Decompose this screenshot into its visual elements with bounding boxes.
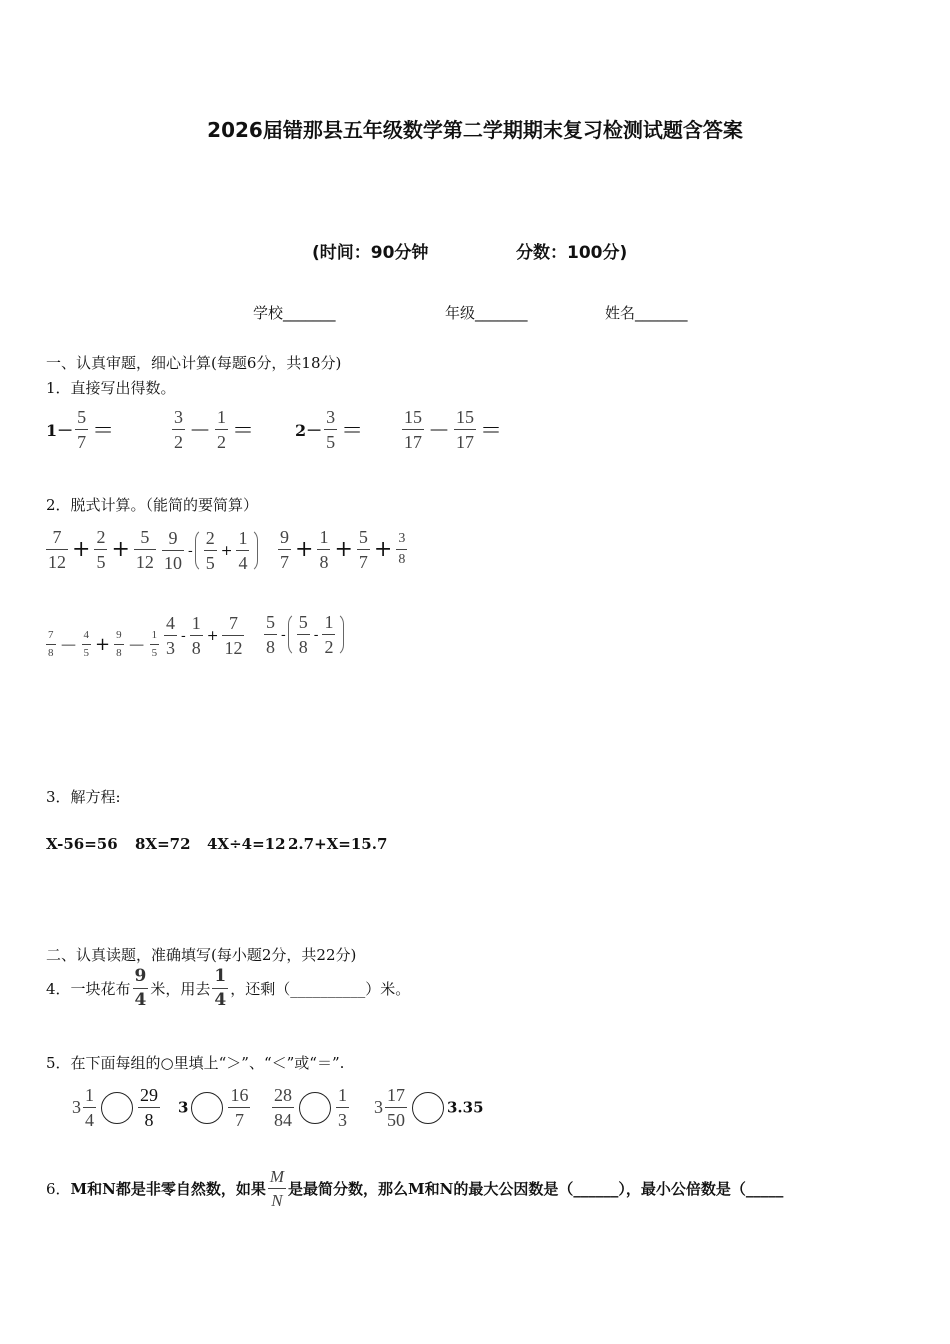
fraction: $\frac{9}{8}$ xyxy=(116,629,122,659)
fraction: $\frac{1}{4}$ xyxy=(85,1085,94,1130)
fraction: $\frac{3}{8}$ xyxy=(398,531,406,567)
compare-circle[interactable] xyxy=(101,1092,133,1124)
minus-sign: - xyxy=(281,626,286,643)
q1-item-1-prefix: 1－ xyxy=(46,421,74,440)
q1-item-4 xyxy=(400,408,504,451)
minus-sign: － xyxy=(428,419,451,444)
grade-field: 年级_______ xyxy=(445,304,528,322)
exam-time: (时间：90分钟 xyxy=(312,243,429,263)
q1-label: 1．直接写出得数。 xyxy=(46,379,176,397)
fraction: $\frac{17}{50}$ xyxy=(387,1085,405,1130)
q1-item-3-prefix: 2－ xyxy=(295,421,323,440)
q3-equation-3: 4X÷4=12 xyxy=(207,835,286,853)
q3-equation-4: 2.7+X=15.7 xyxy=(288,835,388,853)
section2-heading: 二、认真读题，准确填写(每小题2分，共22分) xyxy=(46,946,357,964)
fraction: $\frac{2}{5}$ xyxy=(205,528,215,573)
q5-g2-left: 3 xyxy=(178,1098,189,1117)
plus-sign: + xyxy=(334,537,353,562)
fraction: $\frac{7}{8}$ xyxy=(48,629,54,659)
fraction: $\frac{4}{3}$ xyxy=(166,613,175,658)
fraction: $\frac{1}{4}$ xyxy=(214,966,227,1010)
minus-sign: - xyxy=(181,627,186,644)
fraction: $\frac{1}{2}$ xyxy=(324,612,334,657)
plus-sign: + xyxy=(295,537,314,562)
parenthesis-group xyxy=(288,612,345,657)
fraction: $\frac{16}{7}$ xyxy=(230,1085,249,1130)
school-field: 学校_______ xyxy=(253,304,336,322)
q4-text xyxy=(46,968,410,1009)
equals-sign: ＝ xyxy=(232,419,255,444)
fraction: $\frac{1}{2}$ xyxy=(217,407,227,452)
plus-sign: + xyxy=(95,634,111,655)
plus-sign: + xyxy=(206,627,219,644)
q2-expr-4 xyxy=(44,630,161,659)
q2-expr-5 xyxy=(162,614,246,657)
q6-part-1: M和N都是非零自然数，如果 xyxy=(70,1180,266,1198)
q2-label: 2．脱式计算。（能简的要简算） xyxy=(46,496,259,514)
q6-part-2: 是最简分数，那么M和N的最大公因数是（______），最小公倍数是（_____ xyxy=(288,1180,784,1198)
q1-item-1 xyxy=(46,408,116,451)
minus-sign: - xyxy=(313,626,319,643)
compare-circle[interactable] xyxy=(412,1092,444,1124)
plus-sign: + xyxy=(111,537,130,562)
equals-sign: ＝ xyxy=(92,419,115,444)
q5-group-1 xyxy=(72,1086,162,1129)
minus-sign: - xyxy=(188,542,193,559)
fraction: $\frac{3}{2}$ xyxy=(174,407,183,452)
fraction: $\frac{4}{5}$ xyxy=(83,629,89,659)
fraction: $\frac{28}{84}$ xyxy=(274,1085,292,1130)
compare-circle[interactable] xyxy=(299,1092,331,1124)
fraction: $\frac{1}{5}$ xyxy=(151,629,158,659)
equals-sign: ＝ xyxy=(341,419,364,444)
fraction: $\frac{3}{5}$ xyxy=(326,407,336,452)
minus-sign: － xyxy=(127,635,146,657)
exam-score: 分数：100分) xyxy=(516,243,628,263)
section1-heading: 一、认真审题，细心计算(每题6分，共18分) xyxy=(46,354,342,372)
minus-sign: － xyxy=(59,635,78,657)
q3-equation-2: 8X=72 xyxy=(135,835,191,853)
fraction: $\frac{5}{7}$ xyxy=(77,407,87,452)
mixed-number: 3 $\frac{17}{50}$ xyxy=(374,1085,405,1130)
q5-group-3 xyxy=(270,1086,351,1129)
q2-expr-2 xyxy=(160,528,258,573)
q5-g4-right: 3.35 xyxy=(447,1098,484,1117)
name-field: 姓名_______ xyxy=(605,304,688,322)
parenthesis-group xyxy=(195,528,259,573)
fraction: $\frac{5}{7}$ xyxy=(358,527,368,572)
minus-sign: － xyxy=(189,419,212,444)
fraction: $\frac{29}{8}$ xyxy=(140,1085,158,1130)
fraction: $\frac{9}{7}$ xyxy=(280,527,289,572)
plus-sign: + xyxy=(72,537,91,562)
q3-label: 3．解方程: xyxy=(46,788,121,806)
fraction: $\frac{15}{17}$ xyxy=(404,407,422,452)
fraction: $\frac{9}{4}$ xyxy=(134,966,147,1010)
fraction: $\frac{15}{17}$ xyxy=(456,407,475,452)
fraction: $\frac{5}{12}$ xyxy=(135,527,154,572)
q4-part-1: 4．一块花布 xyxy=(46,980,131,998)
q1-item-2 xyxy=(170,408,256,451)
q5-group-4 xyxy=(374,1086,484,1129)
q4-part-2: 米，用去 xyxy=(150,980,211,998)
fraction: $\frac{1}{8}$ xyxy=(319,527,329,572)
fraction: $\frac{7}{12}$ xyxy=(224,613,243,658)
q1-item-3 xyxy=(295,408,365,451)
fraction: $\frac{2}{5}$ xyxy=(96,527,106,572)
q2-expr-1 xyxy=(44,528,158,571)
fraction: $\frac{1}{8}$ xyxy=(191,613,201,658)
fraction: $\frac{7}{12}$ xyxy=(48,527,66,572)
equals-sign: ＝ xyxy=(480,419,503,444)
q5-label: 5．在下面每组的○里填上“＞”、“＜”或“＝”. xyxy=(46,1054,345,1072)
fraction: $\frac{5}{8}$ xyxy=(266,612,275,657)
fraction: $\frac{1}{4}$ xyxy=(238,528,248,573)
mixed-number: 3 $\frac{1}{4}$ xyxy=(72,1085,94,1130)
q4-part-3: ，还剩（__________）米。 xyxy=(230,980,411,998)
q6-text xyxy=(46,1168,783,1209)
q2-expr-6 xyxy=(262,612,344,657)
fraction: $\frac{9}{10}$ xyxy=(164,528,182,573)
fraction: $\frac{5}{8}$ xyxy=(298,612,308,657)
q3-equation-1: X-56=56 xyxy=(46,835,118,853)
fraction: $\frac{1}{3}$ xyxy=(338,1085,347,1130)
compare-circle[interactable] xyxy=(191,1092,223,1124)
page-title: 2026届错那县五年级数学第二学期期末复习检测试题含答案 xyxy=(207,118,743,142)
fraction: $\frac{M}{N}$ xyxy=(269,1167,285,1210)
q6-number: 6． xyxy=(46,1180,71,1198)
q5-group-2 xyxy=(178,1086,252,1129)
q2-expr-3 xyxy=(276,528,409,571)
plus-sign: + xyxy=(373,537,393,562)
plus-sign: + xyxy=(220,542,233,559)
